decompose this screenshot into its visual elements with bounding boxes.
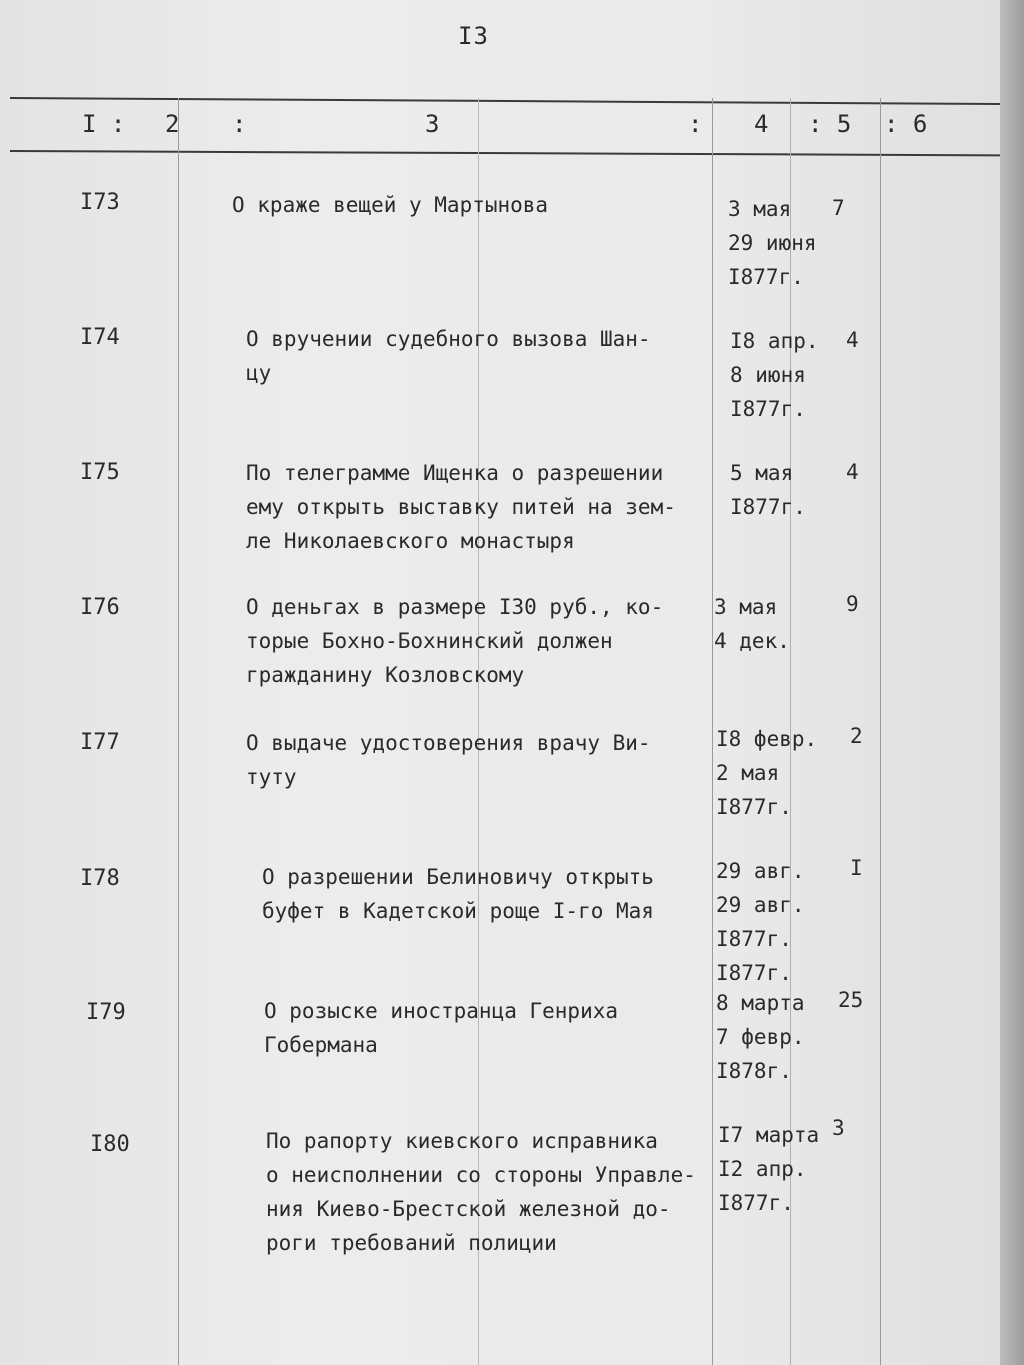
column-separator: : [232,110,247,138]
sheet-count: 4 [846,460,859,484]
case-title: О деньгах в размере I30 руб., ко- торые Бохно-Бохнинский должен гражданину Козловскому [246,595,664,687]
sheet-count: 4 [846,328,859,352]
case-dates: 5 мая I877г. [730,461,806,519]
case-title: О краже вещей у Мартынова [232,193,549,217]
case-title: О выдаче удостоверения врачу Ви- туту [246,731,651,789]
sheet-count: 25 [838,988,864,1012]
binder-edge [1000,0,1024,1365]
case-title: По телеграмме Ищенка о разрешении ему открыть выставку питей на зем- ле Николаевского монастыря [246,461,676,553]
case-dates: 3 мая 29 июня I877г. [728,197,817,289]
case-dates: I8 февр. 2 мая I877г. [716,727,818,819]
case-number: I74 [80,325,120,350]
column-separator: : [688,110,703,138]
case-number: I77 [80,730,120,755]
case-dates: 3 мая 4 дек. [714,595,790,653]
case-number: I80 [90,1132,130,1157]
column-heading-2: 2 [165,110,180,138]
case-number: I76 [80,595,120,620]
case-number: I79 [86,1000,126,1025]
case-title: О розыске иностранца Генриха Гобермана [264,999,619,1057]
column-heading-6: : 6 [884,110,928,138]
header-bottom-rule [10,150,1000,156]
sheet-count: 2 [850,724,863,748]
sheet-count: 7 [832,196,845,220]
column-heading-5: : 5 [808,110,852,138]
case-title: О вручении судебного вызова Шан- цу [246,327,651,385]
case-number: I73 [80,190,120,215]
column-heading-1: I : [82,110,126,138]
sheet-count: I [850,856,863,880]
case-dates: 8 марта 7 февр. I878г. [716,991,805,1083]
column-heading-3: 3 [425,110,440,138]
column-heading-4: 4 [754,110,769,138]
sheet-count: 9 [846,592,859,616]
header-top-rule [10,97,1000,105]
case-title: О разрешении Белиновичу открыть буфет в Кадетской роще I-го Мая [262,865,654,923]
case-title: По рапорту киевского исправника о неисполнении со стороны Управле- ния Киево-Брестской железной до- роги требований полиции [266,1129,696,1255]
column-rule [178,98,179,1365]
case-number: I78 [80,866,120,891]
sheet-count: 3 [832,1116,845,1140]
column-rule [712,98,713,1365]
case-number: I75 [80,460,120,485]
case-dates: I8 апр. 8 июня I877г. [730,329,819,421]
page-number: I3 [458,22,489,50]
case-dates: I7 марта I2 апр. I877г. [718,1123,820,1215]
case-dates: 29 авг. 29 авг. I877г. I877г. [716,859,805,985]
column-rule [880,98,881,1365]
